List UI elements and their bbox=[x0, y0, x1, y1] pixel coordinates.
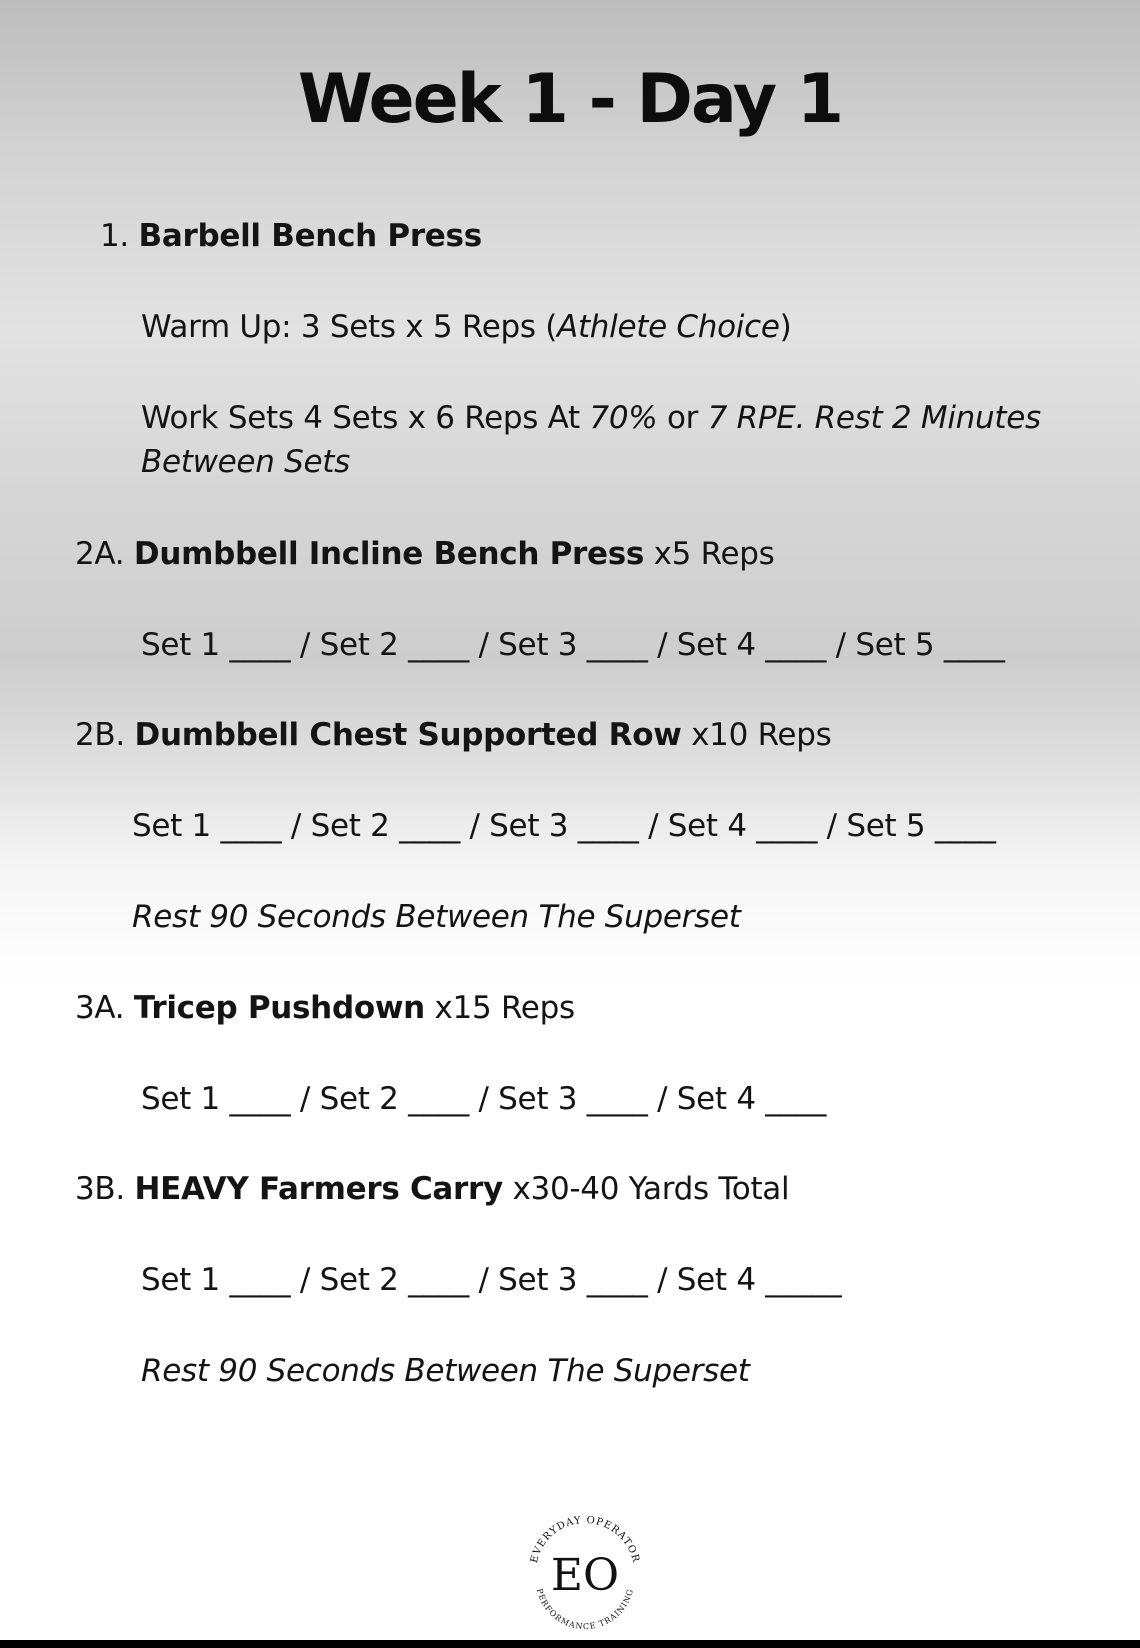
warmup-choice: Athlete Choice bbox=[557, 309, 780, 345]
logo-bottom-text: PERFORMANCE TRAINING bbox=[534, 1587, 636, 1632]
exercise-reps: x15 Reps bbox=[424, 990, 575, 1026]
exercise-2a-heading bbox=[75, 532, 775, 576]
rest-note: Rest 90 Seconds Between The Superset bbox=[132, 899, 741, 935]
exercise-name: Barbell Bench Press bbox=[138, 218, 482, 254]
work-sets-rpe-rest: 7 RPE. Rest 2 Minutes Between Sets bbox=[141, 400, 1041, 480]
work-sets-percent: 70% bbox=[589, 400, 658, 436]
exercise-3b-heading bbox=[75, 1167, 789, 1211]
work-sets-or: or bbox=[657, 400, 708, 436]
logo-top-text: EVERYDAY OPERATOR bbox=[528, 1514, 642, 1565]
exercise-name: Dumbbell Chest Supported Row bbox=[134, 717, 682, 753]
work-sets-text: Work Sets 4 Sets x 6 Reps At bbox=[141, 400, 590, 436]
exercise-reps: x5 Reps bbox=[644, 536, 775, 572]
warmup-line bbox=[141, 305, 791, 349]
exercise-number: 2B. bbox=[75, 717, 125, 753]
exercise-reps: x30-40 Yards Total bbox=[502, 1171, 790, 1207]
brand-logo bbox=[522, 1502, 648, 1638]
exercise-1-heading bbox=[100, 214, 482, 258]
exercise-name: Dumbbell Incline Bench Press bbox=[133, 536, 645, 572]
bottom-bar bbox=[0, 1640, 1140, 1648]
exercise-number: 1. bbox=[100, 218, 129, 254]
exercise-number: 3B. bbox=[75, 1171, 125, 1207]
eo-logo-icon bbox=[522, 1502, 648, 1638]
page-title: Week 1 - Day 1 bbox=[297, 60, 843, 139]
warmup-close: ) bbox=[779, 309, 792, 345]
exercise-name: HEAVY Farmers Carry bbox=[134, 1171, 503, 1207]
exercise-2b-heading bbox=[75, 713, 831, 757]
warmup-text: Warm Up: 3 Sets x 5 Reps ( bbox=[141, 309, 558, 345]
set-log-line: Set 1 ____ / Set 2 ____ / Set 3 ____ / Set 4 _____ bbox=[141, 1262, 842, 1298]
exercise-reps: x10 Reps bbox=[681, 717, 832, 753]
rest-note: Rest 90 Seconds Between The Superset bbox=[141, 1353, 750, 1389]
set-log-line: Set 1 ____ / Set 2 ____ / Set 3 ____ / Set 4 ____ / Set 5 ____ bbox=[132, 808, 996, 844]
logo-mark: EO bbox=[550, 1550, 620, 1601]
set-log-line: Set 1 ____ / Set 2 ____ / Set 3 ____ / Set 4 ____ / Set 5 ____ bbox=[141, 627, 1005, 663]
exercise-3a-heading bbox=[75, 986, 575, 1030]
exercise-number: 2A. bbox=[75, 536, 125, 572]
set-log-line: Set 1 ____ / Set 2 ____ / Set 3 ____ / Set 4 ____ bbox=[141, 1081, 827, 1117]
exercise-name: Tricep Pushdown bbox=[133, 990, 425, 1026]
exercise-number: 3A. bbox=[75, 990, 125, 1026]
work-sets-line bbox=[141, 396, 1081, 484]
